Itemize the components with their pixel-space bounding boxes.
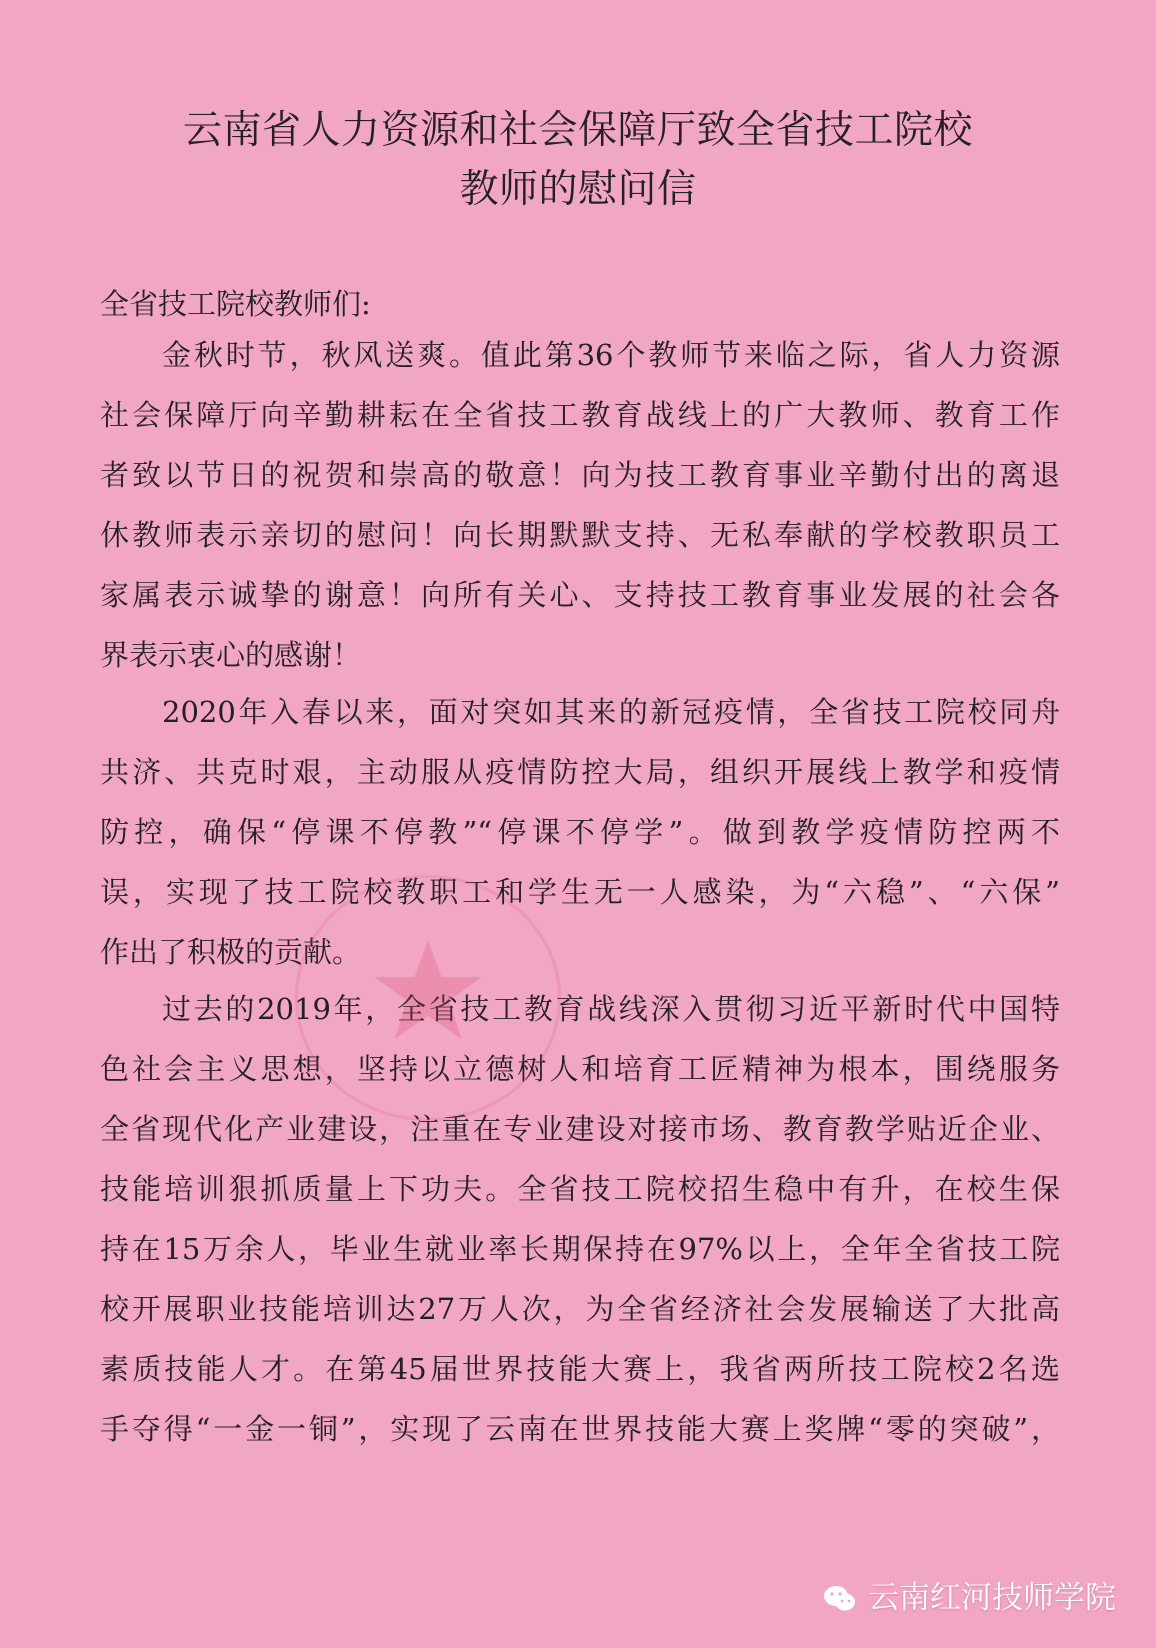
body-line: 误，实现了技工院校教职工和学生无一人感染，为“六稳”、“六保”: [100, 875, 1060, 909]
body-line: 防控，确保“停课不停教”“停课不停学”。做到教学疫情防控两不: [100, 815, 1060, 849]
body-line: 者致以节日的祝贺和崇高的敬意！向为技工教育事业辛勤付出的离退: [100, 458, 1060, 492]
watermark-account-name: 云南红河技师学院: [868, 1580, 1116, 1616]
body-line: 共济、共克时艰，主动服从疫情防控大局，组织开展线上教学和疫情: [100, 755, 1060, 789]
body-line: 社会保障厅向辛勤耕耘在全省技工教育战线上的广大教师、教育工作: [100, 398, 1060, 432]
body-line: 色社会主义思想，坚持以立德树人和培育工匠精神为根本，围绕服务: [100, 1052, 1060, 1086]
body-line: 校开展职业技能培训达27万人次，为全省经济社会发展输送了大批高: [100, 1292, 1060, 1326]
wechat-icon: [822, 1584, 858, 1614]
body-line: 技能培训狠抓质量上下功夫。全省技工院校招生稳中有升，在校生保: [100, 1172, 1060, 1206]
body-line: 全省现代化产业建设，注重在专业建设对接市场、教育教学贴近企业、: [100, 1112, 1060, 1146]
body-line: 持在15万余人，毕业生就业率长期保持在97%以上，全年全省技工院: [100, 1232, 1060, 1266]
body-line: 2020年入春以来，面对突如其来的新冠疫情，全省技工院校同舟: [162, 695, 1060, 729]
letter-title-line-1: 云南省人力资源和社会保障厅致全省技工院校: [182, 108, 973, 153]
letter-title-line-2: 教师的慰问信: [459, 167, 697, 212]
body-line: 家属表示诚挚的谢意！向所有关心、支持技工教育事业发展的社会各: [100, 578, 1060, 612]
wechat-account-watermark: [822, 1580, 1116, 1616]
letter-salutation: 全省技工院校教师们:: [100, 287, 371, 321]
body-line: 素质技能人才。在第45届世界技能大赛上，我省两所技工院校2名选: [100, 1352, 1060, 1386]
body-line: 金秋时节，秋风送爽。值此第36个教师节来临之际，省人力资源: [162, 338, 1060, 372]
body-line: 手夺得“一金一铜”，实现了云南在世界技能大赛上奖牌“零的突破”，: [100, 1412, 1060, 1446]
body-line: 过去的2019年，全省技工教育战线深入贯彻习近平新时代中国特: [162, 992, 1060, 1026]
body-line: 界表示衷心的感谢！: [100, 638, 362, 672]
body-line: 休教师表示亲切的慰问！向长期默默支持、无私奉献的学校教职员工: [100, 518, 1060, 552]
body-line: 作出了积极的贡献。: [100, 935, 362, 969]
